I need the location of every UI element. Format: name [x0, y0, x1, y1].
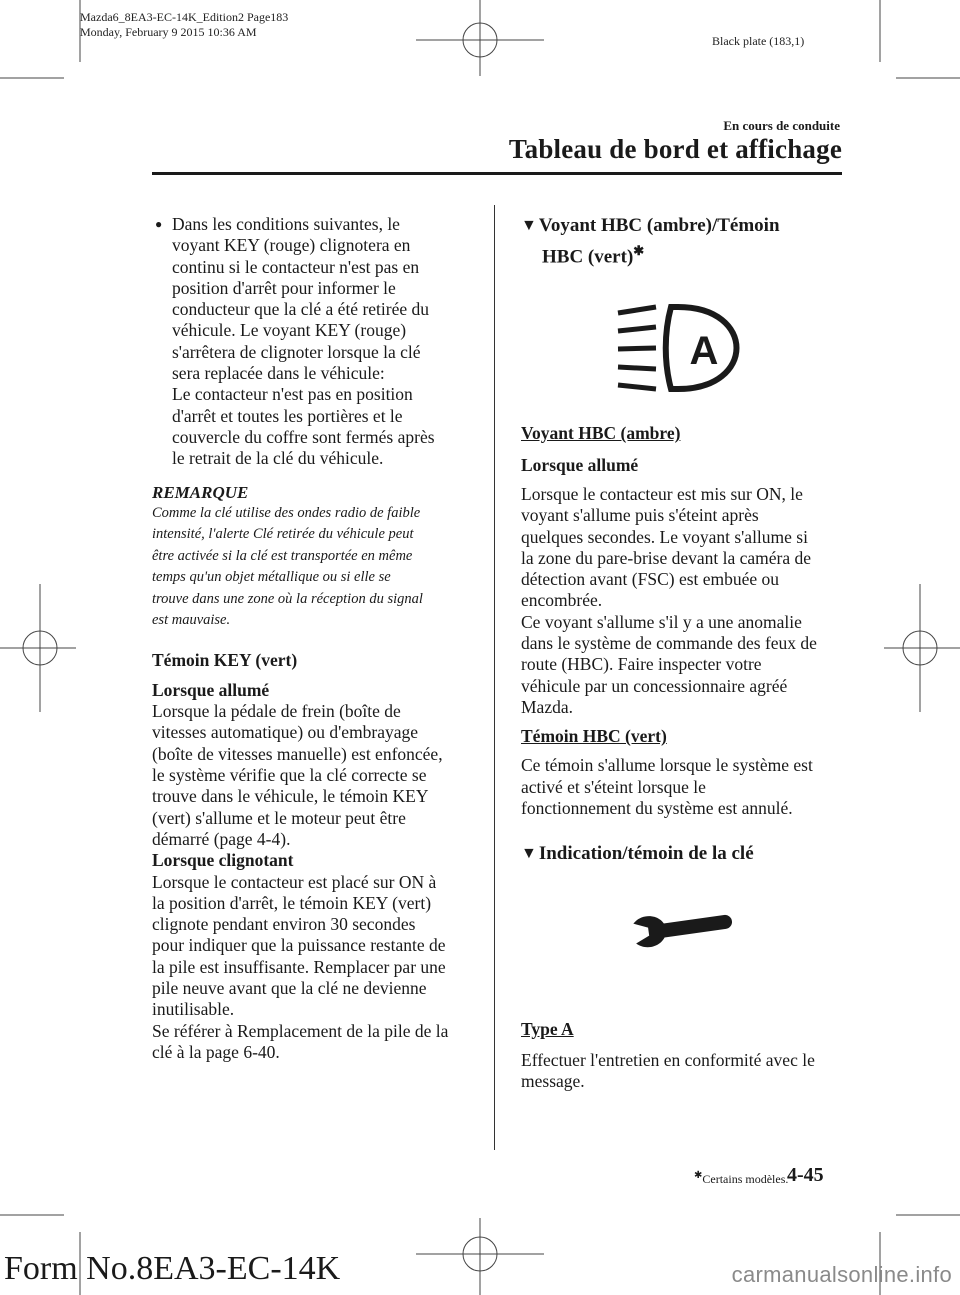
section-title: Tableau de bord et affichage	[508, 134, 842, 164]
left-column	[152, 214, 482, 1063]
note-title: REMARQUE	[152, 482, 249, 502]
watermark: carmanualsonline.info	[731, 1262, 952, 1287]
form-number: Form No.8EA3-EC-14K	[4, 1250, 341, 1287]
bullet-item	[152, 214, 482, 470]
lit-title: Lorsque allumé	[152, 679, 270, 700]
amber-title: Voyant HBC (ambre)	[521, 423, 681, 444]
wrench-icon	[627, 907, 737, 957]
key-green-title: Témoin KEY (vert)	[152, 649, 298, 670]
right-column	[521, 214, 851, 1092]
type-text: Effectuer l'entretien en conformité avec le message.	[521, 1049, 815, 1091]
asterisk-icon: ✱	[694, 1170, 703, 1181]
bullet-icon: ●	[155, 217, 163, 231]
header-rule	[152, 172, 842, 175]
footnote: ✱Certains modèles.	[694, 1170, 789, 1186]
blink-title: Lorsque clignotant	[152, 850, 294, 871]
type-title: Type A	[521, 1019, 574, 1040]
green-title: Témoin HBC (vert)	[521, 726, 667, 747]
column-divider	[494, 205, 495, 1150]
doc-info-line2: Monday, February 9 2015 10:36 AM	[80, 25, 257, 39]
hbc-icon-letter: A	[689, 329, 719, 374]
triangle-down-icon: ▼	[521, 217, 537, 234]
lit-text: Lorsque la pédale de frein (boîte de vitesses automatique) ou d'embrayage (boîte de vitesses manuelle) est enfoncée, le système vérifie que la clé correcte se trouve dans le véhicule, le témoin KEY (vert) s'allume et le moteur peut être démarré (page 4-4).	[152, 701, 443, 849]
hbc-heading: ▼ Voyant HBC (ambre)/Témoin HBC (vert)✱	[521, 215, 780, 268]
page-number: 4-45	[787, 1164, 824, 1186]
bullet-text: Dans les conditions suivantes, le voyant KEY (rouge) clignotera en continu si le contacteur n'est pas en position d'arrêt pour informer le conducteur que la clé a été retirée du véhicule. Le voyant KEY (rouge) s'arrêtera de clignoter lorsque la clé sera replacée dans le véhicule: Le contacteur n'est pas en position d'arrêt et toutes les portières et le couvercle du coffre sont fermés après le retrait de la clé du véhicule.	[172, 214, 435, 469]
key-heading: ▼ Indication/témoin de la clé	[521, 843, 754, 865]
note-text: Comme la clé utilise des ondes radio de faible intensité, l'alerte Clé retirée du véhicule peut être activée si la clé est transportée en même temps qu'un objet métallique ou si elle se trouve dans une zone où la réception du signal est mauvaise.	[152, 504, 423, 629]
doc-info-line1: Mazda6_8EA3-EC-14K_Edition2 Page183	[80, 10, 289, 24]
amber-text: Lorsque le contacteur est mis sur ON, le voyant s'allume puis s'éteint après quelques secondes. Le voyant s'allume si la zone du pare-brise devant la caméra de détection avant (FSC) est embuée ou encombrée. Ce voyant s'allume s'il y a une anomalie dans le système de commande des feux de route (HBC). Faire inspecter votre véhicule par un concessionnaire agréé Mazda.	[521, 483, 817, 717]
doc-info	[80, 10, 288, 40]
triangle-down-icon: ▼	[521, 845, 537, 863]
hbc-headlight-icon	[616, 303, 776, 393]
blink-text: Lorsque le contacteur est placé sur ON à la position d'arrêt, le témoin KEY (vert) clignote pendant environ 30 secondes pour indiquer que la puissance restante de la pile est insuffisante. Remplacer par une pile neuve avant que la clé ne devienne inutilisable. Se référer à Remplacement de la pile de la clé à la page 6-40.	[152, 871, 449, 1062]
asterisk-icon: ✱	[633, 243, 645, 258]
section-label: En cours de conduite	[723, 118, 840, 133]
green-text: Ce témoin s'allume lorsque le système est activé et s'éteint lorsque le fonctionnement du système est annulé.	[521, 755, 813, 819]
amber-lit-title: Lorsque allumé	[521, 454, 639, 475]
plate-label: Black plate (183,1)	[712, 34, 805, 48]
